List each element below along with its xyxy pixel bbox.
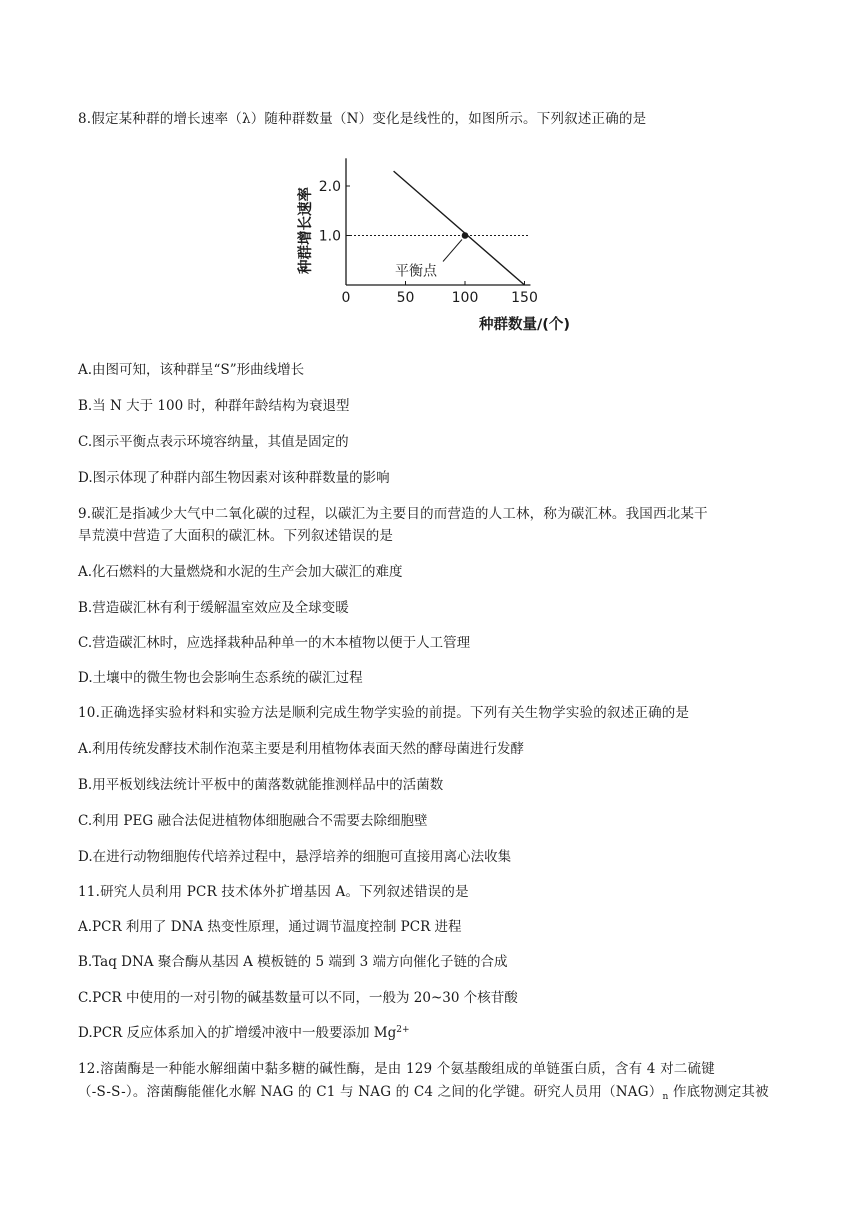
q11-option-c: C.PCR 中使用的一对引物的碱基数量可以不同，一般为 20~30 个核苷酸 <box>78 990 518 1006</box>
q8-option-b: B.当 N 大于 100 时，种群年龄结构为衰退型 <box>78 398 350 414</box>
y-tick-label: 1.0 <box>318 228 341 245</box>
q11-option-b: B.Taq DNA 聚合酶从基因 A 模板链的 5 端到 3 端方向催化子链的合成 <box>78 954 508 970</box>
q12-stem-line1: 12.溶菌酶是一种能水解细菌中黏多糖的碱性酶，是由 129 个氨基酸组成的单链蛋白质，含有 4 对二硫键 <box>78 1061 715 1077</box>
q9-stem-line1: 9.碳汇是指减少大气中二氧化碳的过程，以碳汇为主要目的而营造的人工林，称为碳汇林。我国西北某干 <box>78 506 708 522</box>
q10-option-c: C.利用 PEG 融合法促进植物体细胞融合不需要去除细胞壁 <box>78 813 428 829</box>
q12-stem-line2-part1: （-S-S-）。溶菌酶能催化水解 NAG 的 C1 与 NAG 的 C4 之间的化学键。研究人员用（NAG） <box>78 1084 663 1100</box>
q9-option-b: B.营造碳汇林有利于缓解温室效应及全球变暖 <box>78 600 349 616</box>
x-axis-label: 种群数量/(个) <box>478 317 571 333</box>
q10-option-d: D.在进行动物细胞传代培养过程中，悬浮培养的细胞可直接用离心法收集 <box>78 849 512 865</box>
x-tick-label: 50 <box>396 290 415 306</box>
equilibrium-label: 平衡点 <box>395 263 437 280</box>
q8-option-d: D.图示体现了种群内部生物因素对该种群数量的影响 <box>78 470 390 486</box>
x-tick-label: 100 <box>451 290 479 306</box>
q10-stem: 10.正确选择实验材料和实验方法是顺利完成生物学实验的前提。下列有关生物学实验的叙述正确的是 <box>78 705 690 721</box>
q11-option-d <box>78 1021 410 1041</box>
q12-stem-line2 <box>78 1080 769 1102</box>
chart-marks <box>346 171 528 285</box>
q11-option-d-text: D.PCR 反应体系加入的扩增缓冲液中一般要添加 Mg <box>78 1025 397 1041</box>
equilibrium-leader <box>443 240 462 262</box>
q10-option-a: A.利用传统发酵技术制作泡菜主要是利用植物体表面天然的酵母菌进行发酵 <box>78 741 525 757</box>
q10-option-b: B.用平板划线法统计平板中的菌落数就能推测样品中的活菌数 <box>78 777 444 793</box>
q9-option-c: C.营造碳汇林时，应选择栽种品种单一的木本植物以便于人工管理 <box>78 635 471 651</box>
q9-option-d: D.土壤中的微生物也会影响生态系统的碳汇过程 <box>78 670 363 686</box>
q12-stem-line2-part2: 作底物测定其被 <box>668 1084 769 1100</box>
q8-stem: 8.假定某种群的增长速率（λ）随种群数量（N）变化是线性的，如图所示。下列叙述正确的是 <box>78 111 647 127</box>
x-tick-label: 0 <box>341 290 351 306</box>
charge-superscript: 2+ <box>396 1025 410 1035</box>
q8-option-c: C.图示平衡点表示环境容纳量，其值是固定的 <box>78 434 349 450</box>
q11-option-a: A.PCR 利用了 DNA 热变性原理，通过调节温度控制 PCR 进程 <box>78 919 462 935</box>
chart-axes <box>319 158 538 306</box>
equilibrium-point <box>462 232 469 239</box>
q9-stem-line2: 旱荒漠中营造了大面积的碳汇林。下列叙述错误的是 <box>78 528 394 544</box>
q9-option-a: A.化石燃料的大量燃烧和水泥的生产会加大碳汇的难度 <box>78 564 403 580</box>
y-axis-label: 种群增长速率 <box>298 187 314 275</box>
x-tick-label: 150 <box>511 290 538 306</box>
subscript-n: n <box>662 1092 669 1102</box>
population-growth-chart <box>290 150 571 340</box>
q11-stem: 11.研究人员利用 PCR 技术体外扩增基因 A。下列叙述错误的是 <box>78 884 469 900</box>
y-tick-label: 2.0 <box>318 179 341 195</box>
q8-option-a: A.由图可知，该种群呈“S”形曲线增长 <box>78 362 305 378</box>
